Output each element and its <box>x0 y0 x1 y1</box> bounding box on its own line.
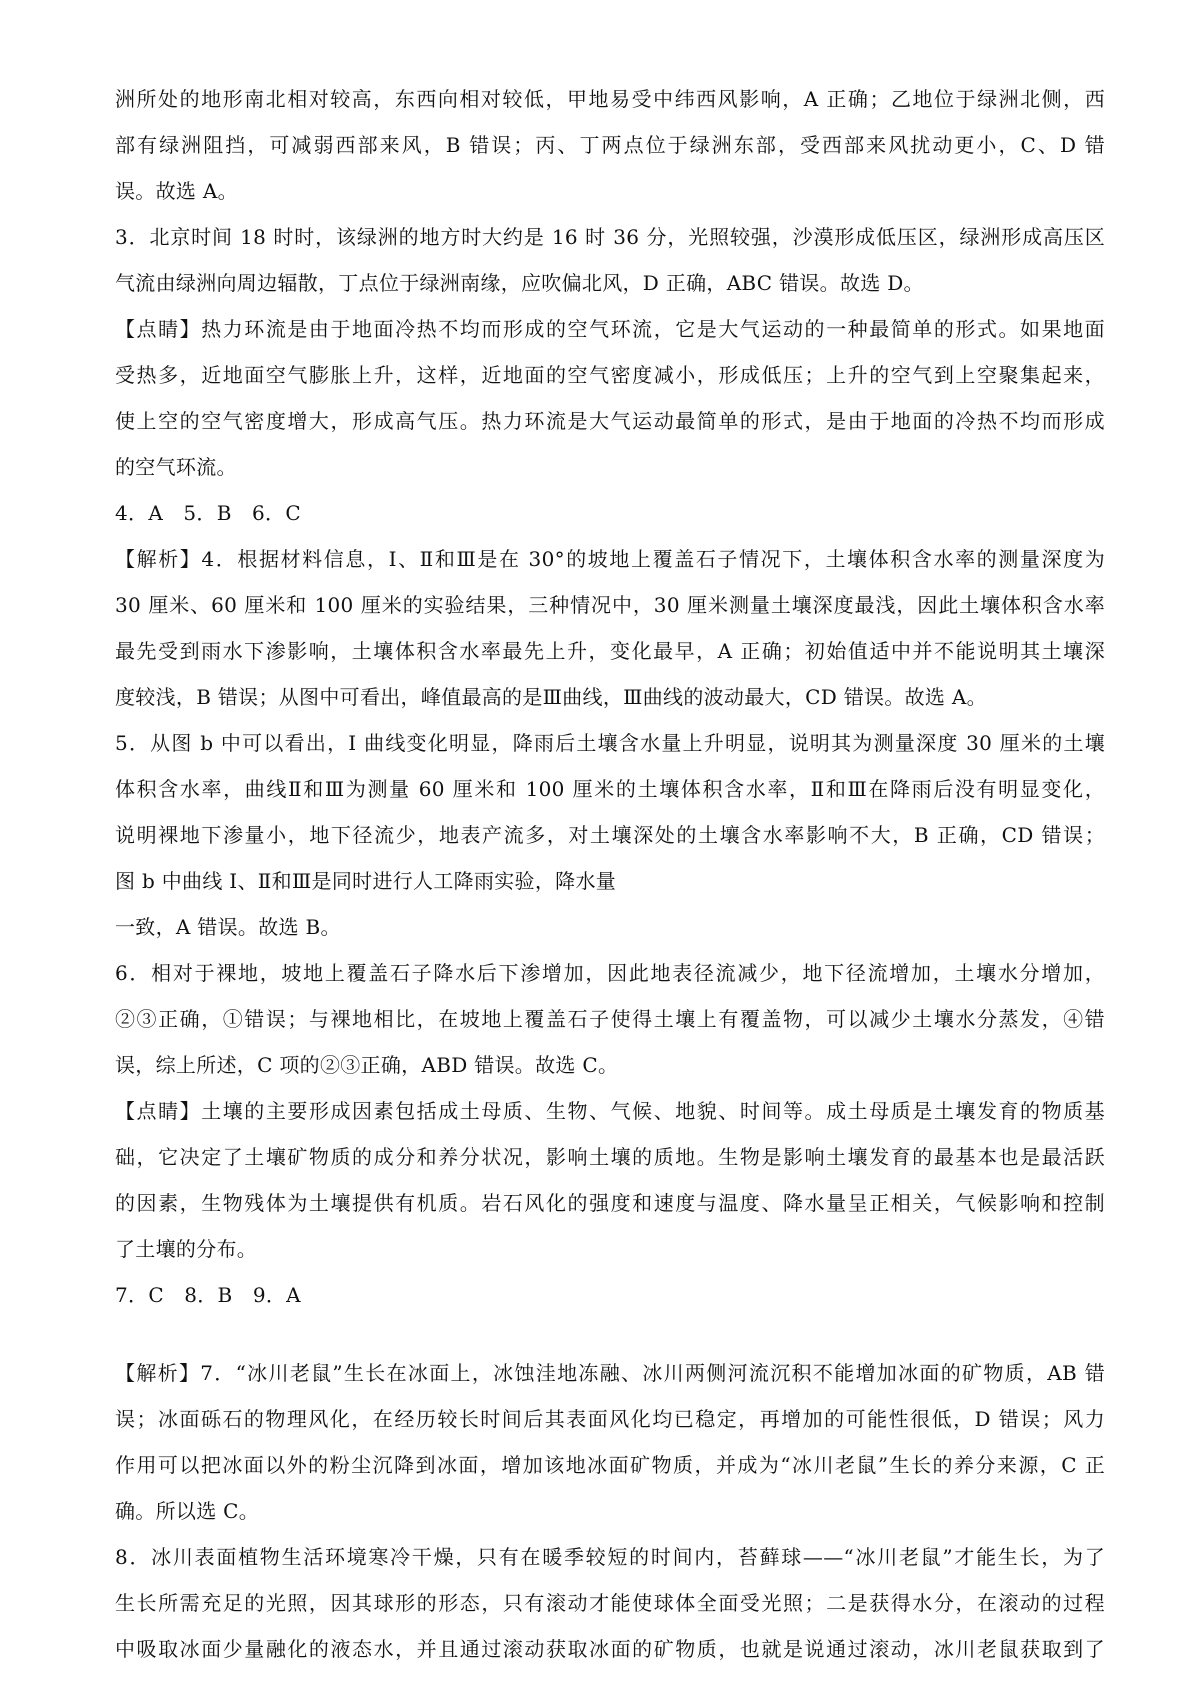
text-line: 使上空的空气密度增大，形成高气压。热力环流是大气运动最简单的形式，是由于地面的冷热不均而形成 <box>115 409 1105 433</box>
text-line: 体积含水率，曲线Ⅱ和Ⅲ为测量 60 厘米和 100 厘米的土壤体积含水率，Ⅱ和Ⅲ在降雨后没有明显变化， <box>115 777 1105 801</box>
text-line: 作用可以把冰面以外的粉尘沉降到冰面，增加该地冰面矿物质，并成为“冰川老鼠”生长的养分来源，C 正 <box>115 1453 1105 1477</box>
text-line: 一致，A 错误。故选 B。 <box>115 915 341 939</box>
text-line: 确。所以选 C。 <box>115 1499 260 1523</box>
text-line: 【解析】7．“冰川老鼠”生长在冰面上，冰蚀洼地冻融、冰川两侧河流沉积不能增加冰面的矿物质，AB 错 <box>115 1361 1105 1385</box>
text-line: 的因素，生物残体为土壤提供有机质。岩石风化的强度和速度与温度、降水量呈正相关，气候影响和控制 <box>115 1191 1105 1215</box>
text-line: 【点睛】土壤的主要形成因素包括成土母质、生物、气候、地貌、时间等。成土母质是土壤发育的物质基 <box>115 1099 1105 1123</box>
text-line: 中吸取冰面少量融化的液态水，并且通过滚动获取冰面的矿物质，也就是说通过滚动，冰川老鼠获取到了 <box>115 1637 1105 1661</box>
text-line: 5．从图 b 中可以看出，I 曲线变化明显，降雨后土壤含水量上升明显，说明其为测量深度 30 厘米的土壤 <box>115 731 1105 755</box>
text-line: 8．冰川表面植物生活环境寒冷干燥，只有在暖季较短的时间内，苔藓球——“冰川老鼠”才能生长，为了 <box>115 1545 1105 1569</box>
answer-line: 7．C 8．B 9．A <box>115 1283 301 1307</box>
text-line: 误；冰面砾石的物理风化，在经历较长时间后其表面风化均已稳定，再增加的可能性很低，D 错误；风力 <box>115 1407 1105 1431</box>
answer-line: 4．A 5．B 6．C <box>115 501 301 525</box>
text-line: 了土壤的分布。 <box>115 1237 258 1261</box>
text-line: 的空气环流。 <box>115 455 237 479</box>
text-line: 础，它决定了土壤矿物质的成分和养分状况，影响土壤的质地。生物是影响土壤发育的最基本也是最活跃 <box>115 1145 1105 1169</box>
text-line: ②③正确，①错误；与裸地相比，在坡地上覆盖石子使得土壤上有覆盖物，可以减少土壤水分蒸发，④错 <box>115 1007 1105 1031</box>
text-line: 部有绿洲阻挡，可减弱西部来风，B 错误；丙、丁两点位于绿洲东部，受西部来风扰动更小，C、D 错 <box>115 133 1105 157</box>
text-line: 最先受到雨水下渗影响，土壤体积含水率最先上升，变化最早，A 正确；初始值适中并不能说明其土壤深 <box>115 639 1105 663</box>
text-line: 误，综上所述，C 项的②③正确，ABD 错误。故选 C。 <box>115 1053 619 1077</box>
text-line: 6．相对于裸地，坡地上覆盖石子降水后下渗增加，因此地表径流减少，地下径流增加，土壤水分增加， <box>115 961 1105 985</box>
text-line: 度较浅，B 错误；从图中可看出，峰值最高的是Ⅲ曲线，Ⅲ曲线的波动最大，CD 错误。故选 A。 <box>115 685 987 709</box>
text-line: 【解析】4．根据材料信息，Ⅰ、Ⅱ和Ⅲ是在 30°的坡地上覆盖石子情况下，土壤体积含水率的测量深度为 <box>115 547 1105 571</box>
text-line: 受热多，近地面空气膨胀上升，这样，近地面的空气密度减小，形成低压；上升的空气到上空聚集起来， <box>115 363 1105 387</box>
text-line: 图 b 中曲线 I、Ⅱ和Ⅲ是同时进行人工降雨实验，降水量 <box>115 869 617 893</box>
text-line: 误。故选 A。 <box>115 179 238 203</box>
text-line: 3．北京时间 18 时时，该绿洲的地方时大约是 16 时 36 分，光照较强，沙漠形成低压区，绿洲形成高压区 <box>115 225 1105 249</box>
text-line: 气流由绿洲向周边辐散，丁点位于绿洲南缘，应吹偏北风，D 正确，ABC 错误。故选 D。 <box>115 271 924 295</box>
text-line: 洲所处的地形南北相对较高，东西向相对较低，甲地易受中纬西风影响，A 正确；乙地位于绿洲北侧，西 <box>115 87 1105 111</box>
text-line: 说明裸地下渗量小，地下径流少，地表产流多，对土壤深处的土壤含水率影响不大，B 正确，CD 错误； <box>115 823 1105 847</box>
text-line: 30 厘米、60 厘米和 100 厘米的实验结果，三种情况中，30 厘米测量土壤深度最浅，因此土壤体积含水率 <box>115 593 1105 617</box>
text-line: 生长所需充足的光照，因其球形的形态，只有滚动才能使球体全面受光照；二是获得水分，在滚动的过程 <box>115 1591 1105 1615</box>
text-line: 【点睛】热力环流是由于地面冷热不均而形成的空气环流，它是大气运动的一种最简单的形式。如果地面 <box>115 317 1105 341</box>
